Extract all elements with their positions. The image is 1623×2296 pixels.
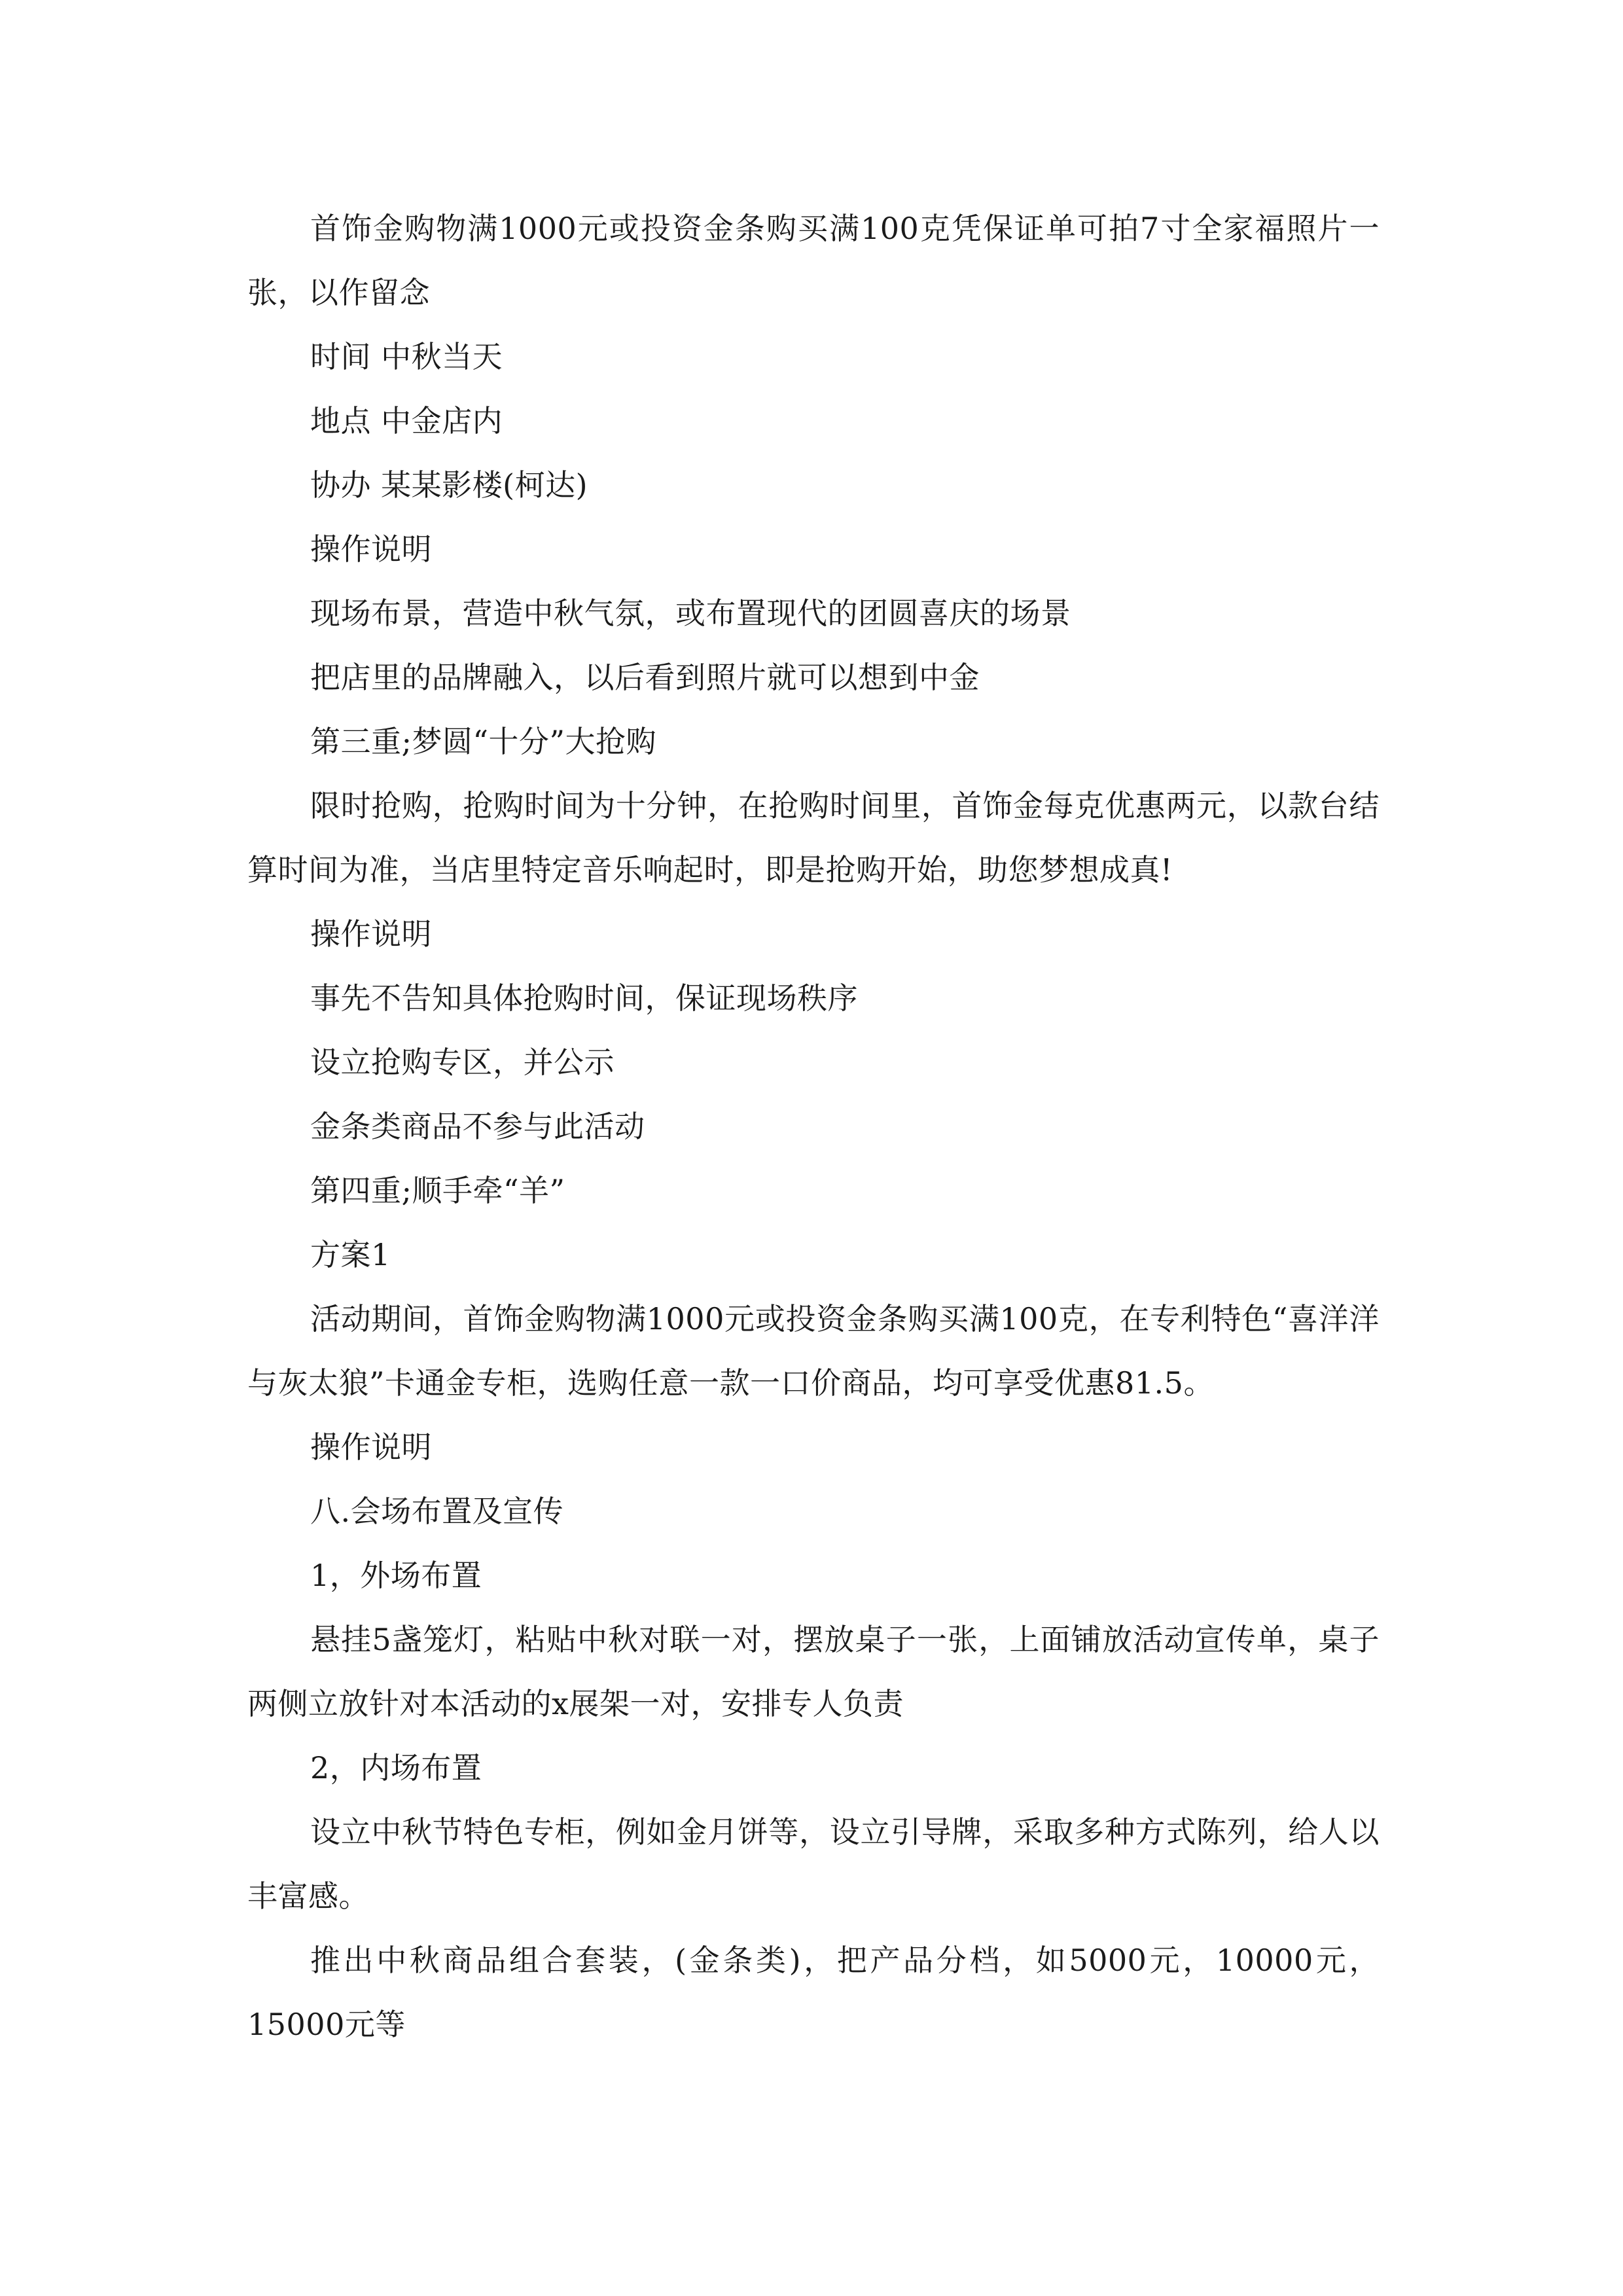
paragraph: 活动期间，首饰金购物满1000元或投资金条购买满100克，在专利特色“喜洋洋与灰太狼”卡通金专柜，选购任意一款一口价商品，均可享受优惠81.5。	[247, 1301, 1380, 1401]
paragraph: 把店里的品牌融入，以后看到照片就可以想到中金	[310, 660, 980, 695]
paragraph: 限时抢购，抢购时间为十分钟，在抢购时间里，首饰金每克优惠两元，以款台结算时间为准，当店里特定音乐响起时，即是抢购开始，助您梦想成真!	[247, 788, 1380, 888]
paragraph: 金条类商品不参与此活动	[310, 1109, 645, 1144]
paragraph: 设立抢购专区，并公示	[310, 1045, 615, 1080]
document-body	[247, 196, 1380, 2056]
section-label: 操作说明	[310, 531, 432, 567]
section-heading: 第三重;梦圆“十分”大抢购	[310, 724, 657, 759]
section-label: 操作说明	[310, 916, 432, 952]
paragraph: 首饰金购物满1000元或投资金条购买满100克凭保证单可拍7寸全家福照片一张，以作留念	[247, 211, 1380, 310]
paragraph: 协办 某某影楼(柯达)	[310, 467, 588, 503]
paragraph: 时间 中秋当天	[310, 339, 503, 374]
paragraph: 设立中秋节特色专柜，例如金月饼等，设立引导牌，采取多种方式陈列，给人以丰富感。	[247, 1814, 1380, 1914]
section-label: 操作说明	[310, 1429, 432, 1465]
paragraph: 地点 中金店内	[310, 403, 503, 439]
paragraph: 推出中秋商品组合套装，(金条类)，把产品分档，如5000元，10000元，15000元等	[247, 1943, 1380, 2042]
subsection-heading: 2，内场布置	[310, 1750, 482, 1785]
paragraph: 事先不告知具体抢购时间，保证现场秩序	[310, 980, 858, 1016]
paragraph: 方案1	[310, 1237, 391, 1272]
section-heading: 第四重;顺手牵“羊”	[310, 1173, 565, 1208]
paragraph: 现场布景，营造中秋气氛，或布置现代的团圆喜庆的场景	[310, 596, 1071, 631]
section-heading: 八.会场布置及宣传	[310, 1494, 564, 1529]
paragraph: 悬挂5盏笼灯，粘贴中秋对联一对，摆放桌子一张，上面铺放活动宣传单，桌子两侧立放针对本活动的x展架一对，安排专人负责	[247, 1622, 1380, 1721]
subsection-heading: 1，外场布置	[310, 1558, 482, 1593]
